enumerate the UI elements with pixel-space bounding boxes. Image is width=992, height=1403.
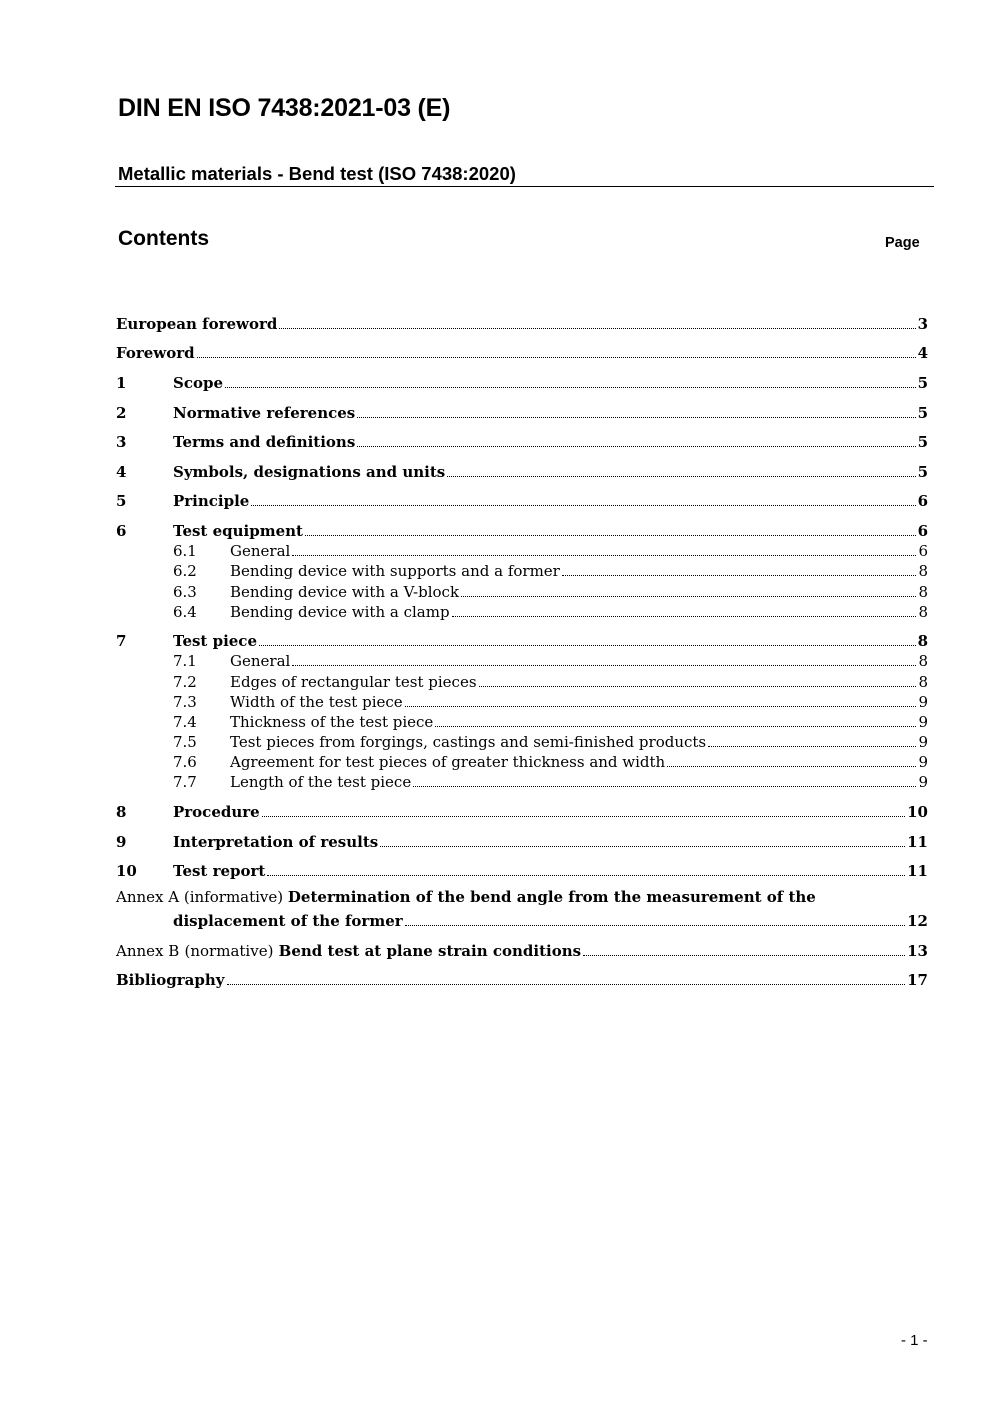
toc-entry-label: General [230,542,291,560]
dot-leader [227,984,906,985]
toc-entry-label: Principle [173,492,250,510]
toc-entry-label: Test report [173,862,266,880]
dot-leader [251,505,915,506]
toc-entry-number: 6.4 [173,603,197,621]
dot-leader [435,726,916,727]
toc-entry-7-3-width[interactable] [116,689,928,711]
toc-entry-page: 17 [907,971,928,989]
toc-entry-page: 5 [917,433,928,451]
title-underline [115,186,934,187]
dot-leader [267,875,905,876]
toc-entry-number: 7.4 [173,713,197,731]
dot-leader [479,686,917,687]
toc-entry-number: 7.1 [173,652,197,670]
toc-entry-number: 7.2 [173,673,197,691]
toc-entry-page: 9 [918,753,928,771]
toc-entry-label: Width of the test piece [230,693,403,711]
toc-entry-number: 6.3 [173,583,197,601]
toc-entry-number: 4 [116,463,127,481]
annex-b-type: (normative) [184,942,274,960]
toc-entry-page: 3 [917,315,928,333]
annex-b-label [116,942,581,960]
toc-entry-test-report[interactable] [116,858,928,880]
toc-entry-page: 6 [917,492,928,510]
page-column-label: Page [885,235,920,251]
toc-entry-number: 6.1 [173,542,197,560]
toc-entry-label: Bending device with supports and a former [230,562,560,580]
toc-entry-number: 7.6 [173,753,197,771]
dot-leader [197,357,916,358]
toc-entry-test-piece[interactable] [116,628,928,650]
toc-entry-label: Thickness of the test piece [230,713,434,731]
toc-entry-page: 9 [918,773,928,791]
dot-leader [292,665,916,666]
toc-entry-page: 5 [917,404,928,422]
toc-entry-page: 11 [907,862,928,880]
toc-entry-7-4-thickness[interactable] [116,709,928,731]
toc-entry-number: 10 [116,862,137,880]
toc-entry-number: 7.7 [173,773,197,791]
toc-entry-page: 10 [907,803,928,821]
toc-entry-label: Terms and definitions [173,433,356,451]
annex-a-type: (informative) [183,888,284,906]
toc-entry-page: 8 [918,603,928,621]
toc-entry-number: 7.5 [173,733,197,751]
toc-entry-page: 12 [907,912,928,930]
toc-entry-european-foreword[interactable] [116,311,928,333]
toc-entry-page: 9 [918,693,928,711]
dot-leader [562,575,917,576]
dot-leader [262,816,905,817]
toc-entry-page: 9 [918,733,928,751]
toc-entry-label: Bending device with a clamp [230,603,450,621]
toc-entry-page: 8 [917,632,928,650]
toc-entry-symbols-designations-units[interactable] [116,459,928,481]
toc-entry-label: Procedure [173,803,260,821]
dot-leader [380,846,905,847]
dot-leader [305,535,916,536]
dot-leader [357,446,915,447]
annex-a-title-line2: displacement of the former [173,912,403,930]
toc-entry-page: 5 [917,374,928,392]
dot-leader [452,616,917,617]
dot-leader [279,328,915,329]
toc-entry-7-1-general[interactable] [116,648,928,670]
toc-entry-page: 5 [917,463,928,481]
toc-entry-number: 6 [116,522,127,540]
toc-entry-label: Foreword [116,344,195,362]
toc-entry-7-6-agreement[interactable] [116,749,928,771]
toc-entry-label: Test equipment [173,522,303,540]
toc-entry-annex-a-continued[interactable] [116,908,928,930]
toc-entry-7-2-edges[interactable] [116,669,928,691]
dot-leader [667,766,916,767]
toc-entry-7-7-length[interactable] [116,769,928,791]
toc-entry-number: 5 [116,492,127,510]
annex-a-title-line1: Determination of the bend angle from the measurement of the [287,888,816,906]
toc-entry-page: 8 [918,583,928,601]
dot-leader [447,476,915,477]
toc-entry-6-3-v-block[interactable] [116,579,928,601]
toc-entry-label: Test piece [173,632,257,650]
toc-entry-6-1-general[interactable] [116,538,928,560]
dot-leader [413,786,916,787]
toc-entry-bibliography[interactable] [116,967,928,989]
toc-entry-page: 6 [918,542,928,560]
toc-entry-label: Normative references [173,404,356,422]
toc-entry-procedure[interactable] [116,799,928,821]
toc-entry-label: Symbols, designations and units [173,463,446,481]
toc-entry-interpretation[interactable] [116,829,928,851]
toc-entry-label: European foreword [116,315,278,333]
toc-entry-page: 13 [907,942,928,960]
toc-entry-label: Interpretation of results [173,833,379,851]
document-subtitle: Metallic materials - Bend test (ISO 7438:2020) [118,163,516,184]
toc-entry-page: 9 [918,713,928,731]
toc-entry-annex-a[interactable] [116,888,816,906]
toc-entry-label: Bending device with a V-block [230,583,460,601]
toc-entry-page: 8 [918,562,928,580]
toc-entry-6-4-clamp[interactable] [116,599,928,621]
toc-entry-page: 11 [907,833,928,851]
toc-entry-label: Agreement for test pieces of greater thickness and width [230,753,666,771]
toc-entry-scope[interactable] [116,370,928,392]
toc-entry-number: 7.3 [173,693,197,711]
toc-entry-number: 3 [116,433,127,451]
toc-entry-6-2-supports-former[interactable] [116,558,928,580]
toc-entry-number: 8 [116,803,127,821]
toc-entry-number: 1 [116,374,127,392]
dot-leader [461,596,916,597]
toc-entry-principle[interactable] [116,488,928,510]
dot-leader [259,645,916,646]
toc-entry-number: 2 [116,404,127,422]
annex-a-prefix: Annex A [116,888,180,906]
annex-b-prefix: Annex B [116,942,180,960]
toc-entry-number: 6.2 [173,562,197,580]
dot-leader [583,955,905,956]
toc-entry-number: 7 [116,632,127,650]
annex-b-title: Bend test at plane strain conditions [278,942,582,960]
toc-entry-number: 9 [116,833,127,851]
toc-entry-page: 8 [918,652,928,670]
dot-leader [405,925,905,926]
toc-entry-page: 6 [917,522,928,540]
toc-entry-page: 4 [917,344,928,362]
dot-leader [292,555,916,556]
document-title: DIN EN ISO 7438:2021-03 (E) [118,94,451,122]
toc-entry-label: Scope [173,374,224,392]
toc-entry-label: General [230,652,291,670]
dot-leader [708,746,916,747]
toc-entry-label: Length of the test piece [230,773,412,791]
toc-entry-test-equipment[interactable] [116,518,928,540]
toc-entry-foreword[interactable] [116,340,928,362]
toc-entry-page: 8 [918,673,928,691]
dot-leader [405,706,917,707]
toc-entry-annex-b[interactable] [116,938,928,960]
toc-entry-label: Test pieces from forgings, castings and semi-finished products [230,733,707,751]
toc-entry-label: Edges of rectangular test pieces [230,673,477,691]
toc-entry-normative-references[interactable] [116,400,928,422]
dot-leader [357,417,915,418]
dot-leader [225,387,916,388]
contents-heading: Contents [118,227,209,250]
toc-entry-7-5-forgings-castings[interactable] [116,729,928,751]
toc-entry-terms-and-definitions[interactable] [116,429,928,451]
toc-entry-label: Bibliography [116,971,225,989]
page-number: - 1 - [901,1332,928,1349]
